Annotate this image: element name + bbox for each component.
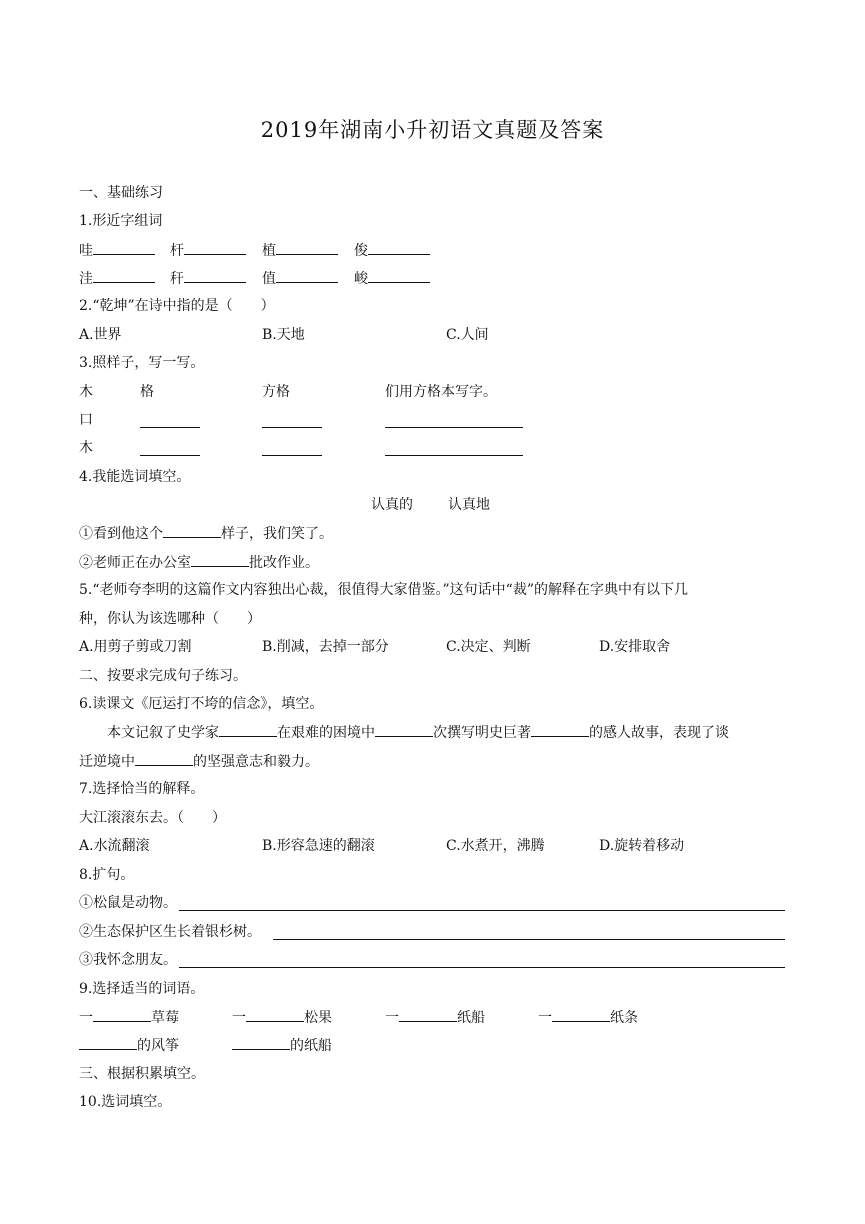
question-5-line-2: 种，你认为该选哪种（ ） [79, 611, 261, 627]
q1-item [262, 240, 338, 260]
answer-blank[interactable] [385, 455, 523, 456]
q3-example-char: 格 [140, 384, 154, 400]
paragraph-text: 在艰难的困境中 [277, 725, 375, 741]
q7-option-c: C.水煮开，沸腾 [446, 838, 545, 854]
q3-row-char: 木 [79, 440, 93, 456]
answer-blank[interactable] [246, 1007, 304, 1022]
q5-option-c: C.决定、判断 [446, 639, 531, 655]
sentence-text: 批改作业。 [249, 555, 319, 571]
answer-blank[interactable] [232, 1035, 290, 1050]
q1-item [262, 268, 338, 288]
q3-row-char: 口 [79, 412, 93, 428]
q2-option-b: B.天地 [262, 327, 305, 343]
q9-item [79, 1007, 179, 1027]
q1-item [79, 268, 155, 288]
q1-char: 植 [262, 243, 276, 259]
answer-blank[interactable] [140, 455, 200, 456]
answer-blank[interactable] [276, 268, 338, 283]
question-6-label: 6.读课文《厄运打不垮的信念》，填空。 [79, 696, 324, 712]
q7-option-d: D.旋转着移动 [599, 838, 685, 854]
answer-blank[interactable] [262, 427, 322, 428]
q4-word-option: 认真的 [371, 497, 413, 513]
q8-item-2: ②生态保护区生长着银杉树。 [79, 924, 261, 940]
q4-word-option: 认真地 [448, 497, 490, 513]
q9-text: 一 [79, 1010, 93, 1026]
q7-option-a: A.水流翻滚 [79, 838, 150, 854]
answer-blank[interactable] [79, 1035, 137, 1050]
q9-text: 一 [385, 1010, 399, 1026]
paragraph-text: 迁逆境中 [79, 754, 135, 770]
q9-text: 纸条 [610, 1010, 638, 1026]
q9-text: 一 [538, 1010, 552, 1026]
answer-line[interactable] [179, 967, 785, 968]
q9-text: 的纸船 [290, 1038, 332, 1054]
q3-example-char: 木 [79, 384, 93, 400]
question-3-label: 3.照样子，写一写。 [79, 355, 205, 371]
question-4-label: 4.我能选词填空。 [79, 469, 191, 485]
q5-option-a: A.用剪子剪或刀割 [79, 639, 192, 655]
answer-blank[interactable] [191, 552, 249, 567]
q7-option-b: B.形容急速的翻滚 [262, 838, 375, 854]
answer-blank[interactable] [140, 427, 200, 428]
answer-line[interactable] [273, 939, 785, 940]
q9-text: 草莓 [151, 1010, 179, 1026]
q9-item [385, 1007, 485, 1027]
q9-text: 一 [232, 1010, 246, 1026]
q9-text: 纸船 [457, 1010, 485, 1026]
answer-blank[interactable] [93, 1007, 151, 1022]
answer-blank[interactable] [368, 268, 430, 283]
q8-item-1: ①松鼠是动物。 [79, 895, 177, 911]
q1-char: 峻 [354, 271, 368, 287]
answer-blank[interactable] [163, 523, 221, 538]
answer-blank[interactable] [184, 240, 246, 255]
sentence-text: ②老师正在办公室 [79, 555, 191, 571]
q9-text: 松果 [304, 1010, 332, 1026]
q1-char: 杆 [170, 243, 184, 259]
q3-example-word: 方格 [262, 384, 290, 400]
q9-item [232, 1035, 332, 1055]
answer-blank[interactable] [385, 427, 523, 428]
answer-blank[interactable] [531, 722, 589, 737]
q6-paragraph-line-2 [79, 751, 319, 771]
question-8-label: 8.扩句。 [79, 867, 135, 883]
q1-item [354, 240, 430, 260]
q1-char: 哇 [79, 243, 93, 259]
paragraph-text: 本文记叙了史学家 [107, 725, 219, 741]
question-7-label: 7.选择恰当的解释。 [79, 781, 205, 797]
answer-blank[interactable] [375, 722, 433, 737]
q2-option-a: A.世界 [79, 327, 122, 343]
paragraph-text: 的坚强意志和毅力。 [193, 754, 319, 770]
page-title: 2019年湖南小升初语文真题及答案 [260, 118, 605, 142]
q4-sentence-1 [79, 523, 333, 543]
answer-line[interactable] [179, 910, 785, 911]
question-9-label: 9.选择适当的词语。 [79, 981, 205, 997]
sentence-text: 样子，我们笑了。 [221, 526, 333, 542]
q1-char: 洼 [79, 271, 93, 287]
q1-item [354, 268, 430, 288]
answer-blank[interactable] [184, 268, 246, 283]
answer-blank[interactable] [399, 1007, 457, 1022]
question-10-label: 10.选词填空。 [79, 1094, 172, 1110]
section-heading-1: 一、基础练习 [79, 185, 163, 201]
q9-text: 的风筝 [137, 1038, 179, 1054]
answer-blank[interactable] [219, 722, 277, 737]
answer-blank[interactable] [276, 240, 338, 255]
q1-item [170, 268, 246, 288]
answer-blank[interactable] [93, 268, 155, 283]
q1-item [79, 240, 155, 260]
answer-blank[interactable] [262, 455, 322, 456]
q1-char: 俊 [354, 243, 368, 259]
answer-blank[interactable] [135, 751, 193, 766]
sentence-text: ①看到他这个 [79, 526, 163, 542]
question-1-label: 1.形近字组词 [79, 213, 163, 229]
q9-item [538, 1007, 638, 1027]
section-heading-3: 三、根据积累填空。 [79, 1066, 205, 1082]
q8-item-3: ③我怀念朋友。 [79, 952, 177, 968]
q1-char: 值 [262, 271, 276, 287]
q1-char: 秆 [170, 271, 184, 287]
section-heading-2: 二、按要求完成句子练习。 [79, 668, 247, 684]
question-5-line-1: 5.“老师夸李明的这篇作文内容独出心裁，很值得大家借鉴。”这句话中“裁”的解释在字典中有以下几 [79, 582, 688, 598]
answer-blank[interactable] [93, 240, 155, 255]
paragraph-text: 的感人故事，表现了谈 [589, 725, 729, 741]
q5-option-d: D.安排取舍 [599, 639, 671, 655]
answer-blank[interactable] [368, 240, 430, 255]
paragraph-text: 次撰写明史巨著 [433, 725, 531, 741]
answer-blank[interactable] [552, 1007, 610, 1022]
q1-item [170, 240, 246, 260]
q6-paragraph-line-1 [107, 722, 729, 742]
q4-sentence-2 [79, 552, 319, 572]
q7-sentence: 大江滚滚东去。（ ） [79, 810, 226, 826]
q3-example-sentence: 们用方格本写字。 [385, 384, 497, 400]
question-2-label: 2.“乾坤”在诗中指的是（ ） [79, 298, 275, 314]
q9-item [232, 1007, 332, 1027]
q5-option-b: B.削减，去掉一部分 [262, 639, 389, 655]
q2-option-c: C.人间 [446, 327, 489, 343]
q9-item [79, 1035, 179, 1055]
